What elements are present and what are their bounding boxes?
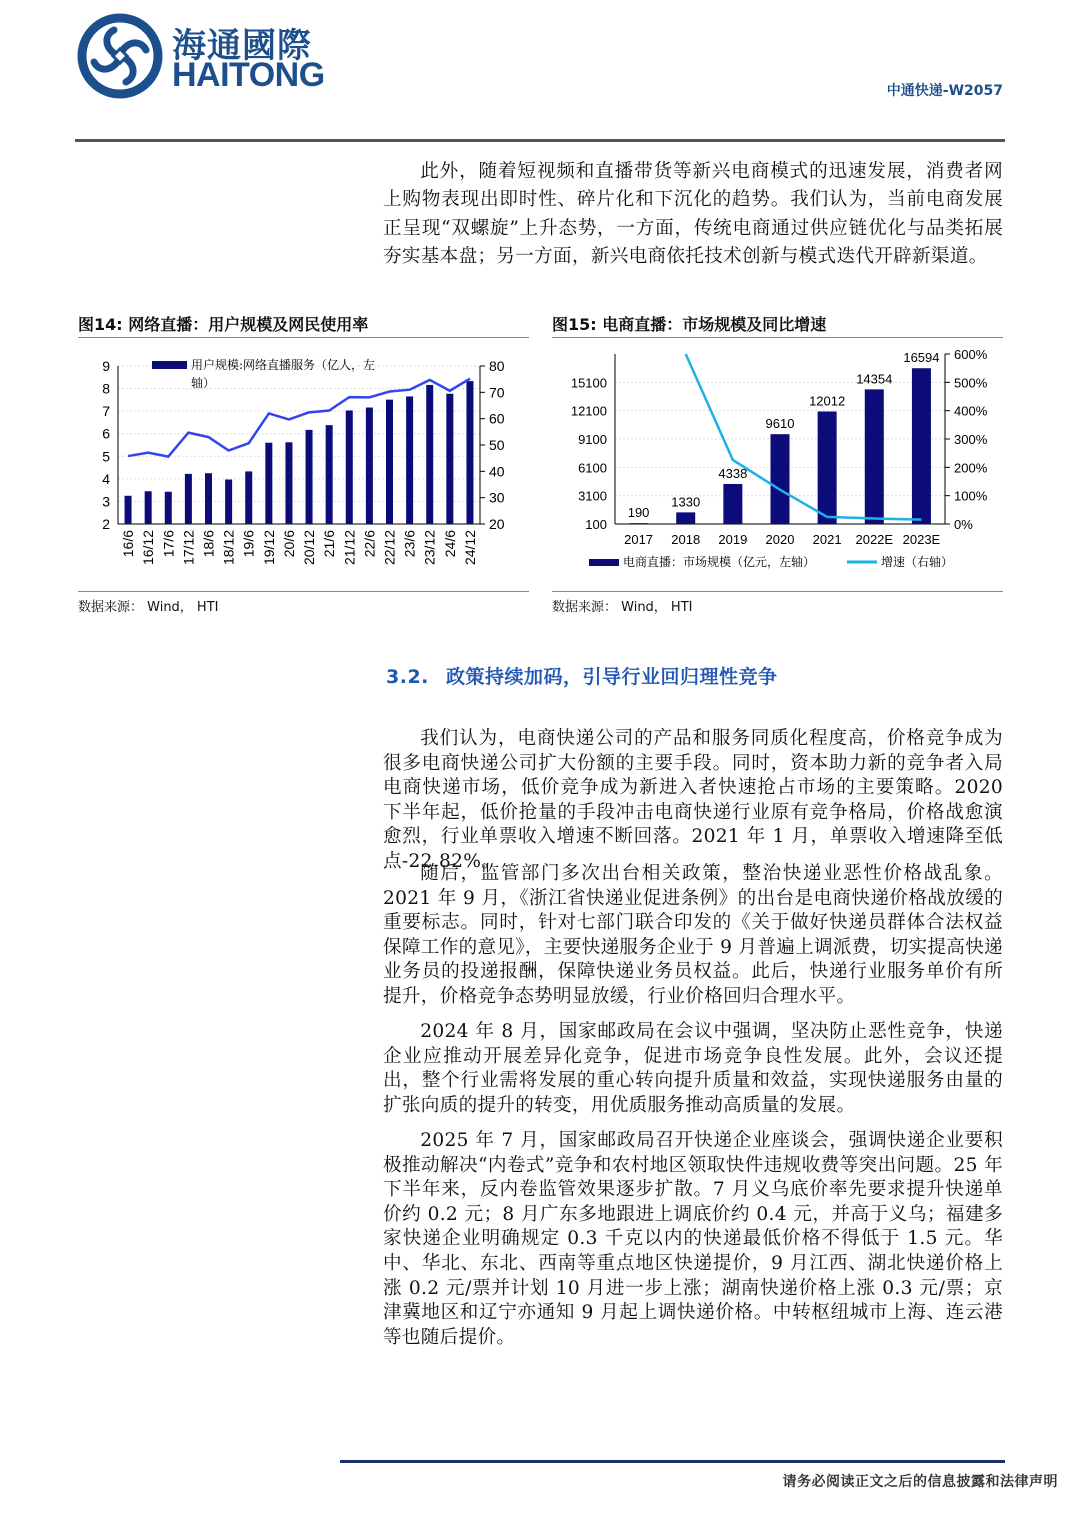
section-heading <box>386 662 778 689</box>
figure-14-source: 数据来源： Wind， HTI <box>78 600 219 615</box>
x-axis-tick-label: 24/12 <box>461 530 478 566</box>
left-axis-tick-label: 2 <box>102 516 110 532</box>
bar <box>225 480 232 524</box>
x-axis-tick-label: 22/6 <box>361 530 378 558</box>
bar <box>125 496 132 524</box>
x-axis-tick-label: 18/12 <box>220 530 237 566</box>
right-axis-tick-label: 70 <box>489 384 505 401</box>
left-axis-tick-label: 5 <box>102 448 110 465</box>
left-axis-tick-label: 12100 <box>570 403 607 419</box>
bar <box>386 400 393 524</box>
x-axis-tick-label: 22/12 <box>381 530 398 566</box>
intro-paragraph: 此外，随着短视频和直播带货等新兴电商模式的迅速发展，消费者网上购物表现出即时性、碎片化和下沉化的趋势。我们认为，当前电商发展正呈现“双螺旋”上升态势，一方面，传统电商通过供应链优化与品类拓展夯实基本盘；另一方面，新兴电商依托技术创新与模式迭代开辟新渠道。 <box>383 161 1003 268</box>
bar-data-label: 4338 <box>718 465 748 481</box>
bar-data-label: 16594 <box>903 350 940 366</box>
left-axis-tick-label: 4 <box>102 470 110 487</box>
legend-swatch <box>152 361 187 369</box>
bar <box>818 411 837 524</box>
x-axis-tick-label: 20/12 <box>301 530 318 566</box>
right-axis-tick-label: 0% <box>954 517 973 532</box>
legend-swatch-bar <box>589 559 619 566</box>
right-axis-tick-label: 40 <box>489 463 505 480</box>
x-axis-tick-label: 2021 <box>812 532 842 547</box>
x-axis-tick-label: 23/6 <box>401 530 418 558</box>
right-axis-tick-label: 60 <box>489 410 505 427</box>
bar <box>466 381 473 524</box>
x-axis-tick-label: 17/12 <box>180 530 197 566</box>
section-title: 政策持续加码，引导行业回归理性竞争 <box>446 666 778 688</box>
stock-ticker: 中通快递-W2057 <box>886 83 1003 99</box>
bar <box>446 394 453 524</box>
x-axis-tick-label: 24/6 <box>441 530 458 558</box>
figure-15-source: 数据来源： Wind， HTI <box>552 600 693 615</box>
left-axis-tick-label: 9100 <box>578 432 607 447</box>
header-divider <box>75 139 1005 142</box>
right-axis-tick-label: 400% <box>954 403 988 419</box>
growth-line <box>128 379 470 457</box>
body-paragraph: 2025 年 7 月，国家邮政局召开快递企业座谈会，强调快递企业要积极推动解决“内卷式”竞争和农村地区领取快件违规收费等突出问题。25 年下半年来，反内卷监管效果逐步扩散。7 月义乌底价率先要求提升快递单价约 0.2 元；8 月广东多地跟进上调底价约 0.4 元，并高于义乌；福建多家快递企业明确规定 0.3 千克以内的快递最低价格不得低于 1.5 元。华中、华北、东北、西南等重点地区快递提价，9 月江西、湖北快递价格上涨 0.2 元/票并计划 10 月进一步上涨；湖南快递价格上涨 0.3 元/票；京津冀地区和辽宁亦通知 9 月起上调快递价格。中转枢纽城市上海、连云港等也随后提价。 <box>383 1130 1003 1348</box>
left-axis-tick-label: 3100 <box>578 488 607 504</box>
x-axis-tick-label: 16/12 <box>140 530 157 566</box>
left-axis-tick-label: 3 <box>102 493 110 510</box>
body-paragraph: 2024 年 8 月，国家邮政局在会议中强调，坚决防止恶性竞争，快递企业应推动开展差异化竞争，促进市场竞争良性发展。此外，会议还提出，整个行业需将发展的重心转向提升质量和效益，实现快递服务由量的扩张向质的提升的转变，用优质服务推动高质量的发展。 <box>383 1021 1003 1116</box>
left-axis-tick-label: 9 <box>102 358 110 374</box>
bar <box>676 512 695 524</box>
x-axis-tick-label: 2023E <box>902 532 941 547</box>
bar <box>346 410 353 524</box>
section-number: 3.2. <box>386 666 429 688</box>
bar-data-label: 9610 <box>765 416 795 432</box>
left-axis-tick-label: 15100 <box>570 375 607 391</box>
right-axis-tick-label: 500% <box>954 375 988 391</box>
left-axis-tick-label: 6100 <box>578 460 607 476</box>
x-axis-tick-label: 19/12 <box>260 530 277 566</box>
chart-ecommerce-live-market <box>552 340 1004 588</box>
bar-data-label: 1330 <box>671 494 701 510</box>
right-axis-tick-label: 30 <box>489 489 505 506</box>
bar <box>723 484 742 524</box>
figure-15-bottom-rule <box>552 591 1003 592</box>
legend-label-bar: 电商直播：市场规模（亿元，左轴） <box>623 555 816 569</box>
bar <box>912 368 931 524</box>
body-paragraph: 我们认为，电商快递公司的产品和服务同质化程度高，价格竞争成为很多电商快递公司扩大份额的主要手段。同时，资本助力新的竞争者入局电商快递市场，低价竞争成为新进入者快速抢占市场的主要策略。2020 下半年起，低价抢量的手段冲击电商快递行业原有竞争格局，价格战愈演愈烈，行业单票收入增速不断回落。2021 年 1 月，单票收入增速降至低点-22.82%。 <box>383 728 1003 872</box>
right-axis-tick-label: 20 <box>489 516 505 532</box>
left-axis-tick-label: 6 <box>102 425 110 442</box>
bar <box>426 385 433 524</box>
x-axis-tick-label: 2022E <box>855 532 894 547</box>
x-axis-tick-label: 2020 <box>765 532 795 547</box>
right-axis-tick-label: 600% <box>954 347 988 362</box>
x-axis-tick-label: 2018 <box>671 532 701 547</box>
right-axis-tick-label: 50 <box>489 437 505 453</box>
bar-data-label: 190 <box>627 505 650 521</box>
bar <box>165 492 172 524</box>
figure-14-title: 图14: 网络直播：用户规模及网民使用率 <box>78 315 369 334</box>
right-axis-tick-label: 200% <box>954 460 988 476</box>
bar <box>145 491 152 524</box>
x-axis-tick-label: 18/6 <box>200 530 217 558</box>
x-axis-tick-label: 16/6 <box>120 530 137 558</box>
figure-14-top-rule <box>78 337 529 338</box>
x-axis-tick-label: 2017 <box>624 532 654 547</box>
right-axis-tick-label: 100% <box>954 488 988 504</box>
bar <box>865 389 884 524</box>
bar <box>366 408 373 524</box>
bar <box>265 443 272 524</box>
bar <box>245 471 252 524</box>
figure-14-bottom-rule <box>78 591 529 592</box>
x-axis-tick-label: 20/6 <box>280 530 297 558</box>
legend-label-cont: 轴） <box>191 376 216 390</box>
x-axis-tick-label: 17/6 <box>160 530 177 558</box>
x-axis-tick-label: 19/6 <box>240 530 257 558</box>
bar-data-label: 12012 <box>809 393 846 409</box>
figure-15-title: 图15: 电商直播：市场规模及同比增速 <box>552 315 827 334</box>
bar-data-label: 14354 <box>856 371 893 387</box>
bar <box>406 396 413 524</box>
figure-15-top-rule <box>552 337 1003 338</box>
haitong-logo-icon <box>76 12 164 100</box>
bar <box>306 430 313 524</box>
bar <box>205 473 212 524</box>
x-axis-tick-label: 21/12 <box>341 530 358 566</box>
logo-chinese-text: 海通國際 <box>172 26 312 66</box>
x-axis-tick-label: 21/6 <box>321 530 338 558</box>
left-axis-tick-label: 100 <box>585 517 607 532</box>
left-axis-tick-label: 7 <box>102 403 110 420</box>
footer-disclaimer: 请务必阅读正文之后的信息披露和法律声明 <box>782 1474 1058 1490</box>
right-axis-tick-label: 80 <box>489 358 505 374</box>
logo-english-text: HAITONG <box>172 56 325 94</box>
chart-live-streaming-users <box>78 340 530 588</box>
bar <box>326 425 333 524</box>
legend-label-line: 增速（右轴） <box>881 555 954 569</box>
x-axis-tick-label: 2019 <box>718 532 748 547</box>
footer-divider <box>340 1460 1005 1463</box>
body-paragraph: 随后，监管部门多次出台相关政策，整治快递业恶性价格战乱象。2021 年 9 月，《浙江省快递业促进条例》的出台是电商快递价格战放缓的重要标志。同时，针对七部门联合印发的《关于做好快递员群体合法权益保障工作的意见》，主要快递服务企业于 9 月普遍上调派费，切实提高快递业务员的投递报酬，保障快递业务员权益。此后，快递行业服务单价有所提升，价格竞争态势明显放缓，行业价格回归合理水平。 <box>383 863 1003 1007</box>
left-axis-tick-label: 8 <box>102 380 110 397</box>
bar <box>185 474 192 524</box>
right-axis-tick-label: 300% <box>954 432 988 447</box>
bar <box>771 434 790 524</box>
bar <box>629 523 648 524</box>
bar <box>285 442 292 524</box>
legend-label: 用户规模:网络直播服务（亿人，左 <box>191 358 376 372</box>
x-axis-tick-label: 23/12 <box>421 530 438 566</box>
